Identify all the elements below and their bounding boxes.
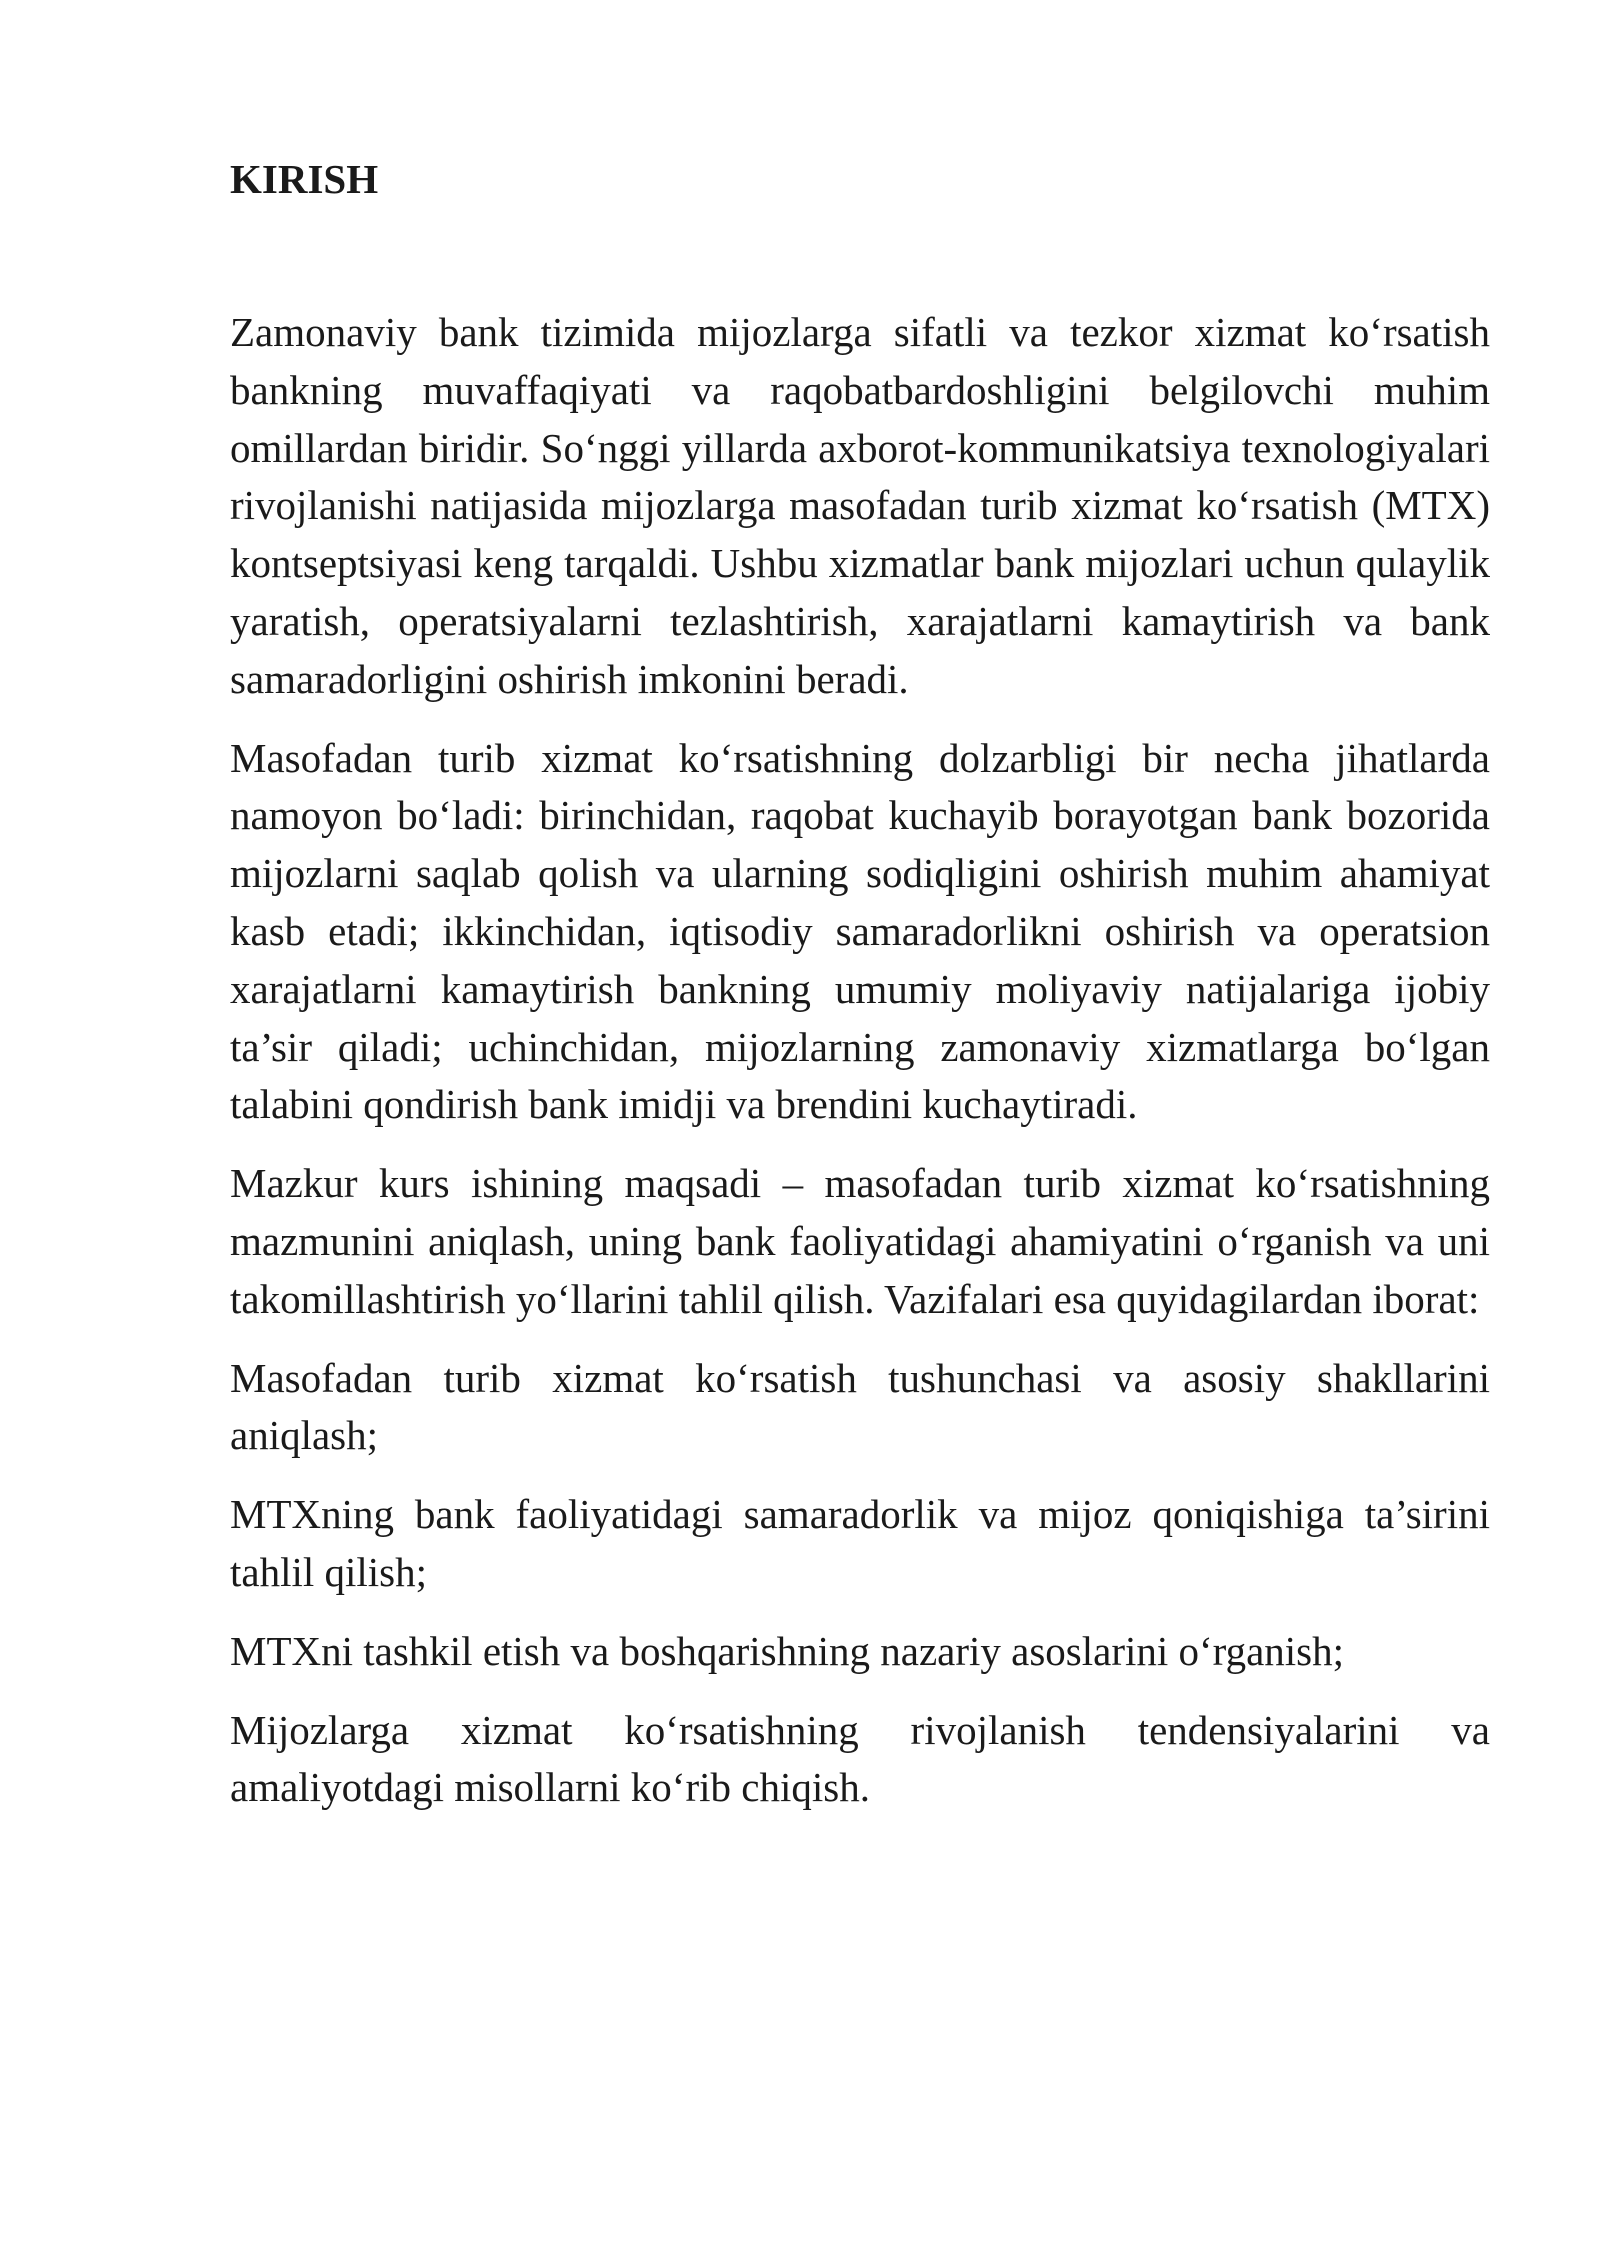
paragraph-goal: Mazkur kurs ishining maqsadi – masofadan turib xizmat ko‘rsatishning mazmunini aniqlash, uning bank faoliyatidagi ahamiyatini o‘rganish va uni takomillashtirish yo‘llarini tahlil qilish. Vazifalari esa quyidagilardan iborat: <box>230 1160 1490 1322</box>
task-item-3: MTXni tashkil etish va boshqarishning nazariy asoslarini o‘rganish; <box>230 1627 1345 1674</box>
document-page <box>230 150 1490 1838</box>
page-heading: KIRISH <box>230 156 379 202</box>
paragraph-relevance: Masofadan turib xizmat ko‘rsatishning dolzarbligi bir necha jihatlarda namoyon bo‘ladi: birinchidan, raqobat kuchayib borayotgan bank bozorida mijozlarni saqlab qolish va ularning sodiqligini oshirish muhim ahamiyat kasb etadi; ikkinchidan, iqtisodiy samaradorlikni oshirish va operatsion xarajatlarni kamaytirish bankning umumiy moliyaviy natijalariga ijobiy ta’sir qiladi; uchinchidan, mijozlarning zamonaviy xizmatlarga bo‘lgan talabini qondirish bank imidji va brendini kuchaytiradi. <box>230 734 1490 1128</box>
paragraph-intro: Zamonaviy bank tizimida mijozlarga sifatli va tezkor xizmat ko‘rsatish bankning muvaffaqiyati va raqobatbardoshligini belgilovchi muhim omillardan biridir. So‘nggi yillarda axborot-kommunikatsiya texnologiyalari rivojlanishi natijasida mijozlarga masofadan turib xizmat ko‘rsatish (MTX) kontseptsiyasi keng tarqaldi. Ushbu xizmatlar bank mijozlari uchun qulaylik yaratish, operatsiyalarni tezlashtirish, xarajatlarni kamaytirish va bank samaradorligini oshirish imkonini beradi. <box>230 309 1490 702</box>
task-item-1: Masofadan turib xizmat ko‘rsatish tushunchasi va asosiy shakllarini aniqlash; <box>230 1354 1490 1459</box>
task-item-2: MTXning bank faoliyatidagi samaradorlik va mijoz qoniqishiga ta’sirini tahlil qilish; <box>230 1491 1490 1595</box>
task-item-4: Mijozlarga xizmat ko‘rsatishning rivojlanish tendensiyalarini va amaliyotdagi misollarni ko‘rib chiqish. <box>230 1706 1490 1811</box>
